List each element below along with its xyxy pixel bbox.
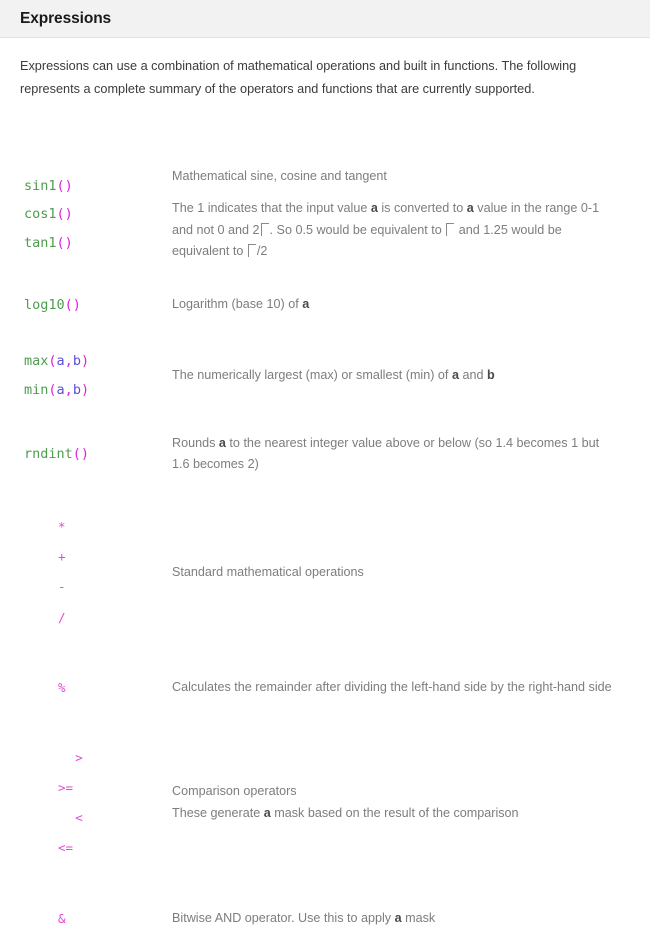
open-paren: (	[72, 446, 81, 463]
function-argument: b	[72, 353, 81, 370]
table-row	[0, 333, 650, 418]
table-row	[0, 419, 650, 490]
function-signature	[24, 229, 148, 258]
description-cell	[148, 152, 650, 277]
argument-separator: ,	[64, 382, 73, 399]
function-argument: a	[56, 382, 65, 399]
description-text: Rounds a to the nearest integer value above or below (so 1.4 becomes 1 but 1.6 becomes 2)	[172, 435, 600, 472]
function-signature-cell	[0, 419, 148, 490]
close-paren: )	[72, 296, 81, 313]
page-header	[0, 0, 650, 38]
intro-paragraph: Expressions can use a combination of mathematical operations and built in functions. The following represents a complete summary of the operators and functions that are currently supported.	[20, 59, 577, 96]
table-row	[0, 655, 650, 721]
function-signature-cell	[0, 152, 148, 277]
function-signature	[24, 376, 148, 405]
description-text: The 1 indicates that the input value a is converted to a value in the range 0-1 and not 0 and 2 . So 0.5 would be equivalent to and 1.25 would be equivalent to /2	[172, 200, 600, 259]
operator-symbol: +	[58, 549, 66, 565]
open-paren: (	[56, 206, 65, 223]
operator-symbol: <=	[58, 840, 74, 856]
function-argument: b	[72, 382, 81, 399]
function-signature	[24, 440, 148, 469]
description-cell	[148, 333, 650, 418]
description-text: Logarithm (base 10) of a	[172, 297, 310, 312]
open-paren: (	[56, 177, 65, 194]
close-paren: )	[80, 446, 90, 463]
expression-reference-table	[0, 152, 650, 951]
missing-glyph-pi	[248, 244, 256, 257]
argument-reference: a	[451, 368, 459, 383]
table-row	[0, 886, 650, 951]
open-paren: (	[48, 382, 57, 399]
argument-reference: a	[302, 297, 310, 312]
expression-reference-body	[0, 152, 650, 951]
function-signature	[24, 200, 148, 229]
description-cell	[148, 490, 650, 655]
function-name: sin1	[24, 177, 57, 194]
close-paren: )	[80, 353, 90, 370]
argument-reference: a	[370, 200, 378, 215]
function-name: rndint	[24, 446, 73, 463]
function-name: log10	[24, 296, 65, 313]
description-text: Comparison operators	[172, 784, 297, 799]
table-row	[0, 490, 650, 655]
function-argument: a	[56, 353, 65, 370]
operator-symbol-cell	[0, 886, 148, 951]
table-row	[0, 721, 650, 886]
description-cell	[148, 419, 650, 490]
operator-symbol: %	[58, 680, 66, 696]
open-paren: (	[64, 296, 73, 313]
function-signature	[24, 291, 148, 320]
operator-symbol: >=	[58, 779, 74, 795]
argument-separator: ,	[64, 353, 73, 370]
description-cell	[148, 277, 650, 334]
close-paren: )	[64, 177, 73, 194]
missing-glyph-pi	[261, 223, 269, 236]
function-signature	[24, 347, 148, 376]
argument-reference: a	[466, 200, 474, 215]
description-text: Calculates the remainder after dividing the left-hand side by the right-hand side	[172, 679, 612, 694]
open-paren: (	[56, 234, 65, 251]
operator-symbol: >	[75, 749, 83, 765]
function-signature-cell	[0, 277, 148, 334]
table-row	[0, 152, 650, 277]
close-paren: )	[80, 382, 90, 399]
close-paren: )	[64, 234, 73, 251]
description-text: Standard mathematical operations	[172, 564, 364, 579]
argument-reference: b	[486, 368, 495, 383]
description-text: Mathematical sine, cosine and tangent	[172, 169, 387, 184]
function-name: tan1	[24, 234, 57, 251]
description-text: These generate a mask based on the result of the comparison	[172, 806, 519, 821]
operator-symbol: <	[75, 810, 83, 826]
operator-symbol-cell	[0, 490, 148, 655]
function-name: max	[24, 353, 49, 370]
operator-symbol: *	[58, 518, 66, 534]
close-paren: )	[64, 206, 73, 223]
operator-symbol: -	[58, 579, 66, 595]
argument-reference: a	[263, 806, 271, 821]
function-signature-cell	[0, 333, 148, 418]
argument-reference: a	[394, 910, 402, 925]
operator-symbol-cell	[0, 655, 148, 721]
description-cell	[148, 886, 650, 951]
open-paren: (	[48, 353, 57, 370]
function-name: min	[24, 382, 49, 399]
function-signature	[24, 172, 148, 201]
missing-glyph-pi	[446, 223, 454, 236]
description-cell	[148, 655, 650, 721]
operator-symbol-cell	[0, 721, 148, 886]
page-title: Expressions	[20, 9, 112, 27]
description-text: The numerically largest (max) or smallest (min) of a and b	[172, 368, 495, 383]
table-row	[0, 277, 650, 334]
operator-symbol: &	[58, 910, 66, 926]
function-name: cos1	[24, 206, 57, 223]
operator-symbol: /	[58, 609, 66, 625]
description-cell	[148, 721, 650, 886]
argument-reference: a	[218, 435, 226, 450]
description-text: Bitwise AND operator. Use this to apply a mask	[172, 910, 436, 925]
